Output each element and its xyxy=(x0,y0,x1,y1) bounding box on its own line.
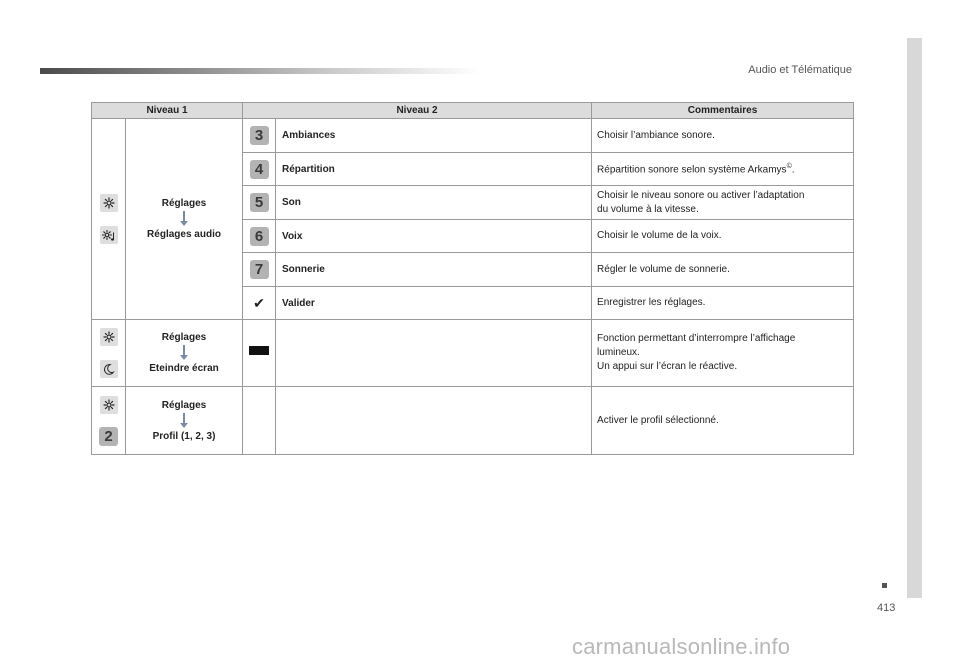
header-level2: Niveau 2 xyxy=(243,103,592,119)
header-comments: Commentaires xyxy=(592,103,854,119)
section-title: Audio et Télématique xyxy=(748,64,852,76)
header-gradient-bar xyxy=(40,68,480,74)
number-badge-4: 4 xyxy=(250,160,269,179)
group1-icons xyxy=(92,119,126,320)
page-number: 413 xyxy=(877,602,896,614)
level1-profile-label: Profil (1, 2, 3) xyxy=(152,430,216,442)
table-header-row xyxy=(92,103,854,119)
comment-screen-off: Fonction permettant d’interrompre l’affichage lumineux. Un appui sur l’écran le réactive. xyxy=(592,320,854,387)
checkmark-icon: ✔ xyxy=(253,294,265,311)
watermark: carmanualsonline.info xyxy=(572,634,791,659)
group2-icons xyxy=(92,320,126,387)
profile-number-badge: 2 xyxy=(99,427,118,446)
menu-item-repartition: Répartition xyxy=(276,153,592,186)
settings-table xyxy=(91,102,854,455)
comment-ambiances: Choisir l’ambiance sonore. xyxy=(592,119,854,153)
menu-item-valider: Valider xyxy=(276,287,592,320)
comment-profile: Activer le profil sélectionné. xyxy=(592,387,854,455)
screen-off-icon xyxy=(249,346,269,355)
comment-son: Choisir le niveau sonore ou activer l’adaptation du volume à la vitesse. xyxy=(592,186,854,220)
page-side-tab xyxy=(907,38,922,598)
menu-item-sonnerie: Sonnerie xyxy=(276,253,592,287)
group3-icons xyxy=(92,387,126,455)
level1-settings-label: Réglages xyxy=(161,399,207,411)
table-row xyxy=(92,320,854,387)
level2-empty-cell xyxy=(276,387,592,455)
down-arrow-icon xyxy=(180,413,188,428)
level2-empty-cell xyxy=(276,320,592,387)
menu-item-ambiances: Ambiances xyxy=(276,119,592,153)
settings-gear-icon xyxy=(100,328,118,346)
table-row xyxy=(92,119,854,153)
number-badge-3: 3 xyxy=(250,126,269,145)
settings-gear-icon xyxy=(100,194,118,212)
level2-empty-cell xyxy=(243,387,276,455)
level1-audio-label: Réglages audio xyxy=(147,229,221,240)
number-badge-5: 5 xyxy=(250,193,269,212)
menu-item-son: Son xyxy=(276,186,592,220)
number-badge-7: 7 xyxy=(250,260,269,279)
level1-settings-label: Réglages xyxy=(161,332,207,343)
group3-level1 xyxy=(126,387,243,455)
level1-screen-off-label: Eteindre écran xyxy=(149,363,219,374)
group2-level1 xyxy=(126,320,243,387)
comment-valider: Enregistrer les réglages. xyxy=(592,287,854,320)
table-row xyxy=(92,387,854,455)
group1-level1 xyxy=(126,119,243,320)
audio-settings-icon xyxy=(100,226,118,244)
down-arrow-icon xyxy=(180,345,188,360)
moon-icon xyxy=(100,360,118,378)
page-marker xyxy=(882,583,887,588)
settings-gear-icon xyxy=(100,396,118,414)
level1-settings-label: Réglages xyxy=(161,198,207,209)
number-badge-6: 6 xyxy=(250,227,269,246)
header-level1: Niveau 1 xyxy=(92,103,243,119)
comment-repartition: Répartition sonore selon système Arkamys©. xyxy=(592,153,854,186)
down-arrow-icon xyxy=(180,211,188,226)
comment-voix: Choisir le volume de la voix. xyxy=(592,220,854,253)
menu-item-voix: Voix xyxy=(276,220,592,253)
comment-sonnerie: Régler le volume de sonnerie. xyxy=(592,253,854,287)
